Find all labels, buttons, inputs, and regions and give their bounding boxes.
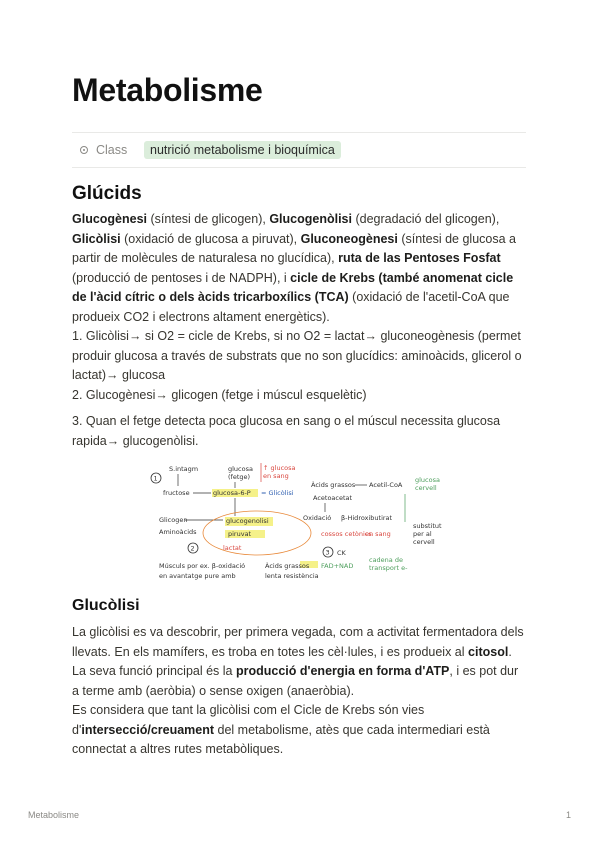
- sketch-aminoacids: Aminoàcids: [159, 528, 197, 536]
- sketch-acids-grassos-2: Àcids grassos: [265, 562, 310, 570]
- sketch-transport: transport e-: [369, 564, 408, 572]
- bold-run: citosol: [468, 644, 509, 659]
- text-run: (oxidació de l'acetil-CoA que produeix CO2 i electrons altament energètics).: [72, 290, 510, 324]
- class-tag[interactable]: nutrició metabolisme i bioquímica: [144, 141, 341, 159]
- sketch-glucosa-cervell-2: cervell: [415, 484, 437, 492]
- text-run: , i es pot dur a terme amb (aeròbia) o sense oxigen (anaeròbia).: [72, 664, 519, 698]
- property-key: Class: [72, 143, 144, 157]
- sketch-cadena: cadena de: [369, 556, 403, 564]
- sketch-glucosa-cervell-1: glucosa: [415, 476, 440, 484]
- sketch-cossos: cossos cetònics: [321, 530, 372, 538]
- sketch-lactat: lactat: [223, 544, 242, 552]
- sketch-sang: en sang: [365, 530, 391, 538]
- text-run: del metabolisme, atès que cada intermediari està connectat a altres rutes metabòliques.: [72, 722, 490, 756]
- sketch-acids-grassos: Àcids grassos: [311, 481, 356, 489]
- bold-run: Gluconeogènesi: [300, 231, 398, 246]
- sketch-substitut-3: cervell: [413, 538, 435, 546]
- sketch-fad: FAD+NAD: [321, 562, 354, 570]
- select-property-icon: [80, 146, 88, 154]
- sketch-musculs-2: en avantatge pure amb: [159, 572, 236, 580]
- sketch-n3: 3: [325, 548, 330, 557]
- bold-run: cicle de Krebs (també anomenat cicle de l'àcid cítric o dels àcids tricarboxílics (TCA): [72, 270, 514, 304]
- sketch-fructose: fructose: [163, 489, 190, 497]
- sketch-n1: 1: [153, 474, 158, 483]
- text-run: (síntesi de glicogen),: [147, 212, 270, 226]
- text-run: Es considera que tant la glicòlisi com el Cicle de Krebs són vies d': [72, 703, 425, 737]
- sketch-acetoacetat: Acetoacetat: [313, 494, 353, 502]
- sketch-krebs: CK: [337, 549, 346, 557]
- text-run: (degradació del glicogen),: [351, 212, 500, 226]
- bold-run: intersecció/creuament: [81, 722, 215, 737]
- text-run: (producció de pentoses i de NADPH), i: [72, 270, 291, 285]
- sketch-n2: 2: [190, 544, 195, 553]
- page-title: Metabolisme: [72, 72, 263, 108]
- sketch-glucosa-sang-2: en sang: [263, 472, 289, 480]
- bold-run: Glicòlisi: [72, 231, 121, 246]
- sketch-glucogenolisi: glucogenolisi: [226, 517, 269, 525]
- sketch-glicogen: Glicogen: [159, 516, 188, 524]
- text-run: La glicòlisi es va descobrir, per primera vegada, com a activitat fermentadora dels llevats. En els mamífers, es troba en totes les cèl·lules, i es produeix al: [72, 625, 524, 659]
- sketch-oxidacio: Oxidació: [303, 514, 332, 522]
- sketch-sintagm: S.intagm: [169, 465, 199, 473]
- list-item-3: 3. Quan el fetge detecta poca glucosa en sang o el múscul necessita glucosa rapida→ glucogenòlisi.: [72, 414, 501, 448]
- sketch-glucosa: glucosa: [228, 465, 253, 473]
- text-run: . La seva funció principal és la: [72, 644, 512, 678]
- sketch-substitut-2: per al: [413, 530, 432, 538]
- glucolisi-paragraph-1: [72, 623, 528, 701]
- sketch-acetil-coa: Acetil-CoA: [369, 481, 403, 489]
- sketch-b-hidroxi: β-Hidroxibutirat: [341, 514, 393, 522]
- section-heading-glucids: Glúcids: [72, 183, 142, 204]
- section-heading-glucolisi: Glucòlisi: [72, 597, 140, 614]
- sketch-glucosa-sang-1: ↑ glucosa: [263, 464, 296, 472]
- list-item-1: 1. Glicòlisi→ si O2 = cicle de Krebs, si no O2 = lactat→ gluconeogènesis (permet produir glucosa a través de substrats que no son glucídics: aminoàcids, glicerol o lactat)→ glucosa: [72, 329, 522, 382]
- bold-run: producció d'energia en forma d'ATP: [235, 664, 450, 678]
- footer-title: Metabolisme: [28, 810, 80, 820]
- sketch-piruvat: piruvat: [228, 530, 252, 538]
- sketch-glicolisi: = Glicòlisi: [261, 489, 294, 497]
- property-row[interactable]: [72, 132, 526, 168]
- sketch-glucosa6p: glucosa-6-P: [213, 489, 251, 497]
- list-item-2: 2. Glucogènesi→ glicogen (fetge i múscul esquelètic): [72, 388, 367, 402]
- text-run: (síntesi de glucosa a partir de molècules de naturalesa no glucídica),: [72, 231, 516, 265]
- handwritten-diagram: [75, 458, 525, 588]
- sketch-musculs-1: Músculs por ex. β-oxidació: [159, 562, 246, 570]
- bold-run: Glucogènesi: [72, 212, 148, 226]
- bold-run: ruta de las Pentoses Fosfat: [338, 251, 501, 265]
- bold-run: Glucogenòlisi: [269, 212, 352, 226]
- sketch-lenta: lenta resistència: [265, 572, 319, 580]
- glucolisi-paragraph-2: [72, 701, 528, 760]
- sketch-fetge: (fetge): [228, 473, 251, 481]
- intro-paragraph: [72, 210, 528, 327]
- footer-page-number: 1: [566, 810, 572, 820]
- text-run: (oxidació de glucosa a piruvat),: [120, 231, 301, 246]
- sketch-substitut-1: substitut: [413, 522, 442, 530]
